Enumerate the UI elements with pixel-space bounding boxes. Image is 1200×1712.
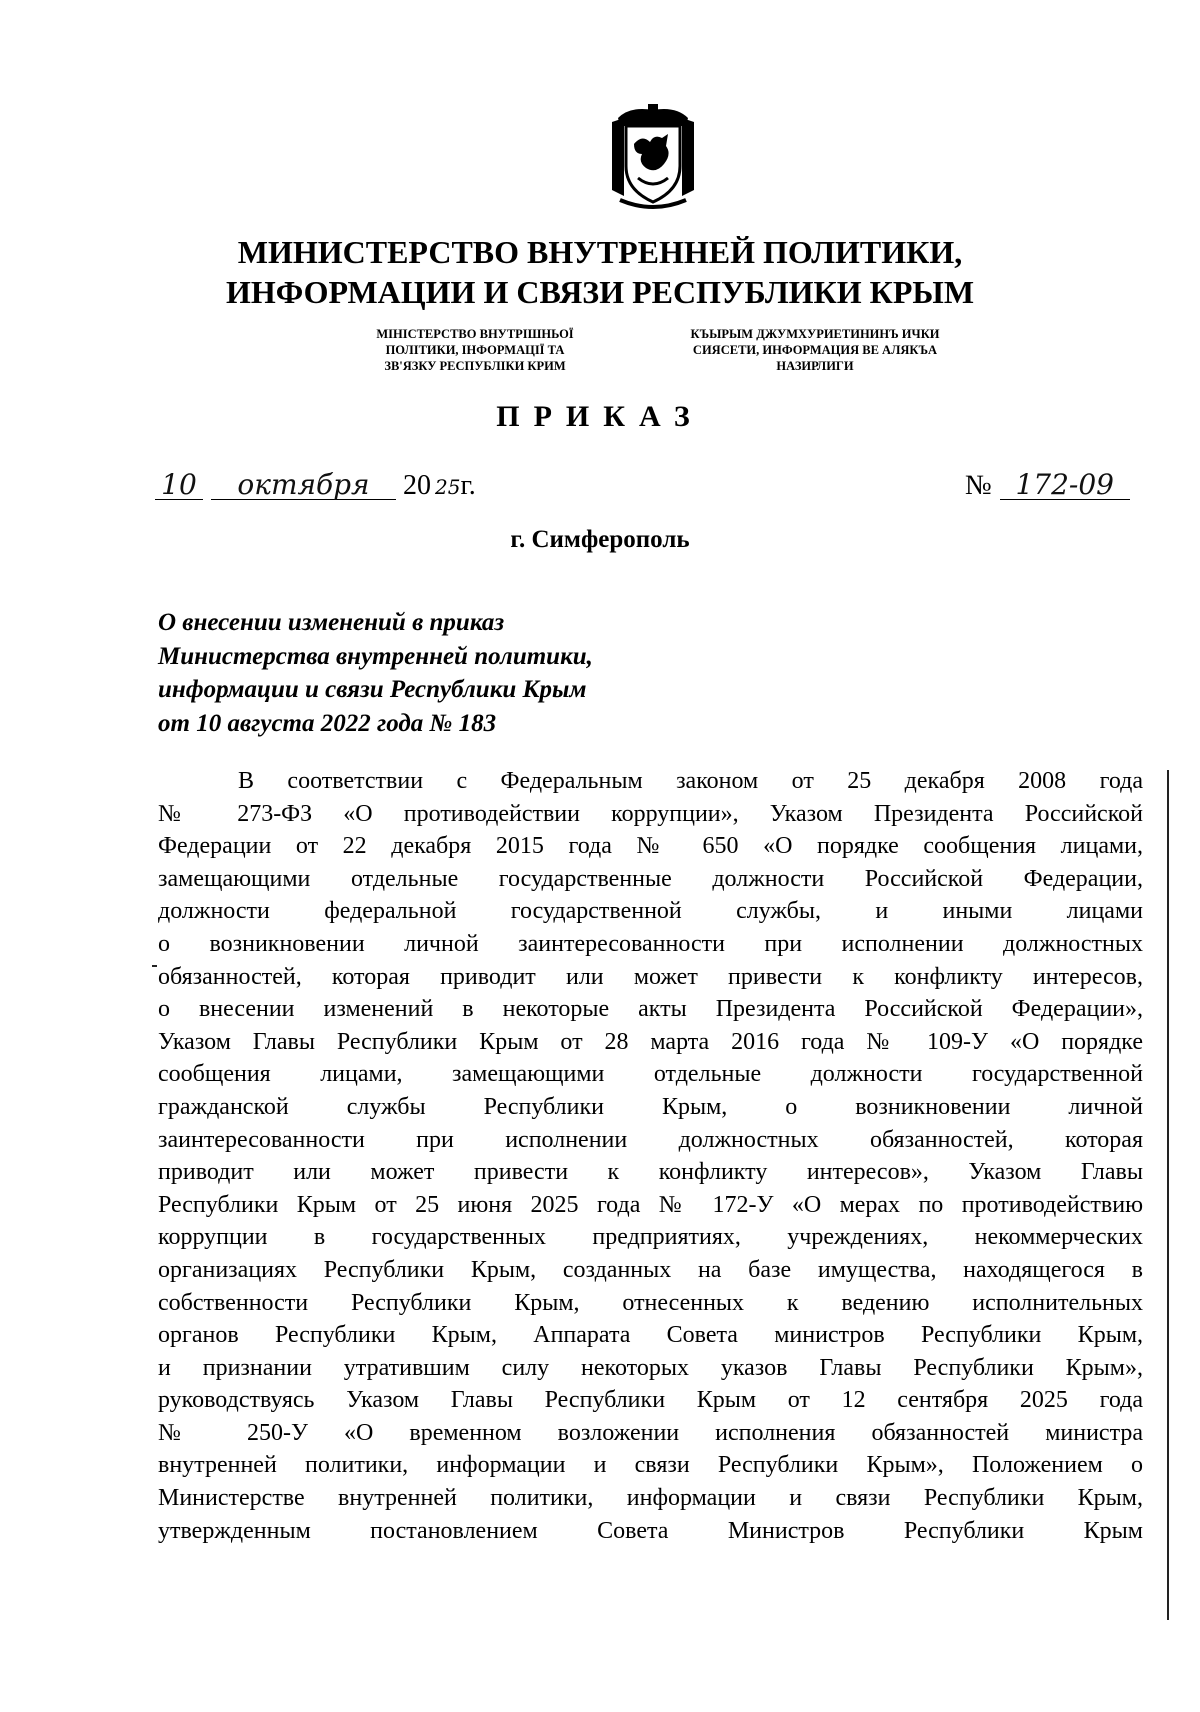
ministry-title [150,232,1050,312]
subject-line: О внесении изменений в приказ [158,609,505,636]
year-prefix: 20 [403,470,431,501]
body-line: Министерстве внутренней политики, информации и связи Республики Крым, [158,1485,1143,1512]
body-line: утвержденным постановлением Совета Министров Республики Крым [158,1517,1143,1544]
ministry-title-line-1: МИНИСТЕРСТВО ВНУТРЕННЕЙ ПОЛИТИКИ, [237,234,963,270]
body-line: обязанностей, которая приводит или может привести к конфликту интересов, [158,963,1143,990]
order-date [155,470,476,502]
body-line: собственности Республики Крым, отнесенных к ведению исполнительных [158,1289,1143,1316]
subject-line: Министерства внутренней политики, [158,642,593,670]
margin-line [1167,770,1169,1620]
body-line: замещающими отдельные государственные должности Российской Федерации, [158,865,1143,892]
body-line: сообщения лицами, замещающими отдельные должности государственной [158,1061,1143,1088]
subject-line: информации и связи Республики Крым [158,676,587,703]
body-line: органов Республики Крым, Аппарата Совета министров Республики Крым, [158,1322,1143,1349]
document-type: ПРИКАЗ [496,400,704,433]
handwritten-month: октября [211,471,396,500]
body-line: приводит или может привести к конфликту интересов», Указом Главы [158,1159,1143,1186]
body-line: № 250-У «О временном возложении исполнения обязанностей министра [158,1419,1143,1446]
subject-line: от 10 августа 2022 года № 183 [158,709,497,737]
body-line: и признании утратившим силу некоторых указов Главы Республики Крым», [158,1354,1143,1381]
order-body [158,765,1143,1547]
order-number [965,470,1130,502]
body-line: В соответствии с Федеральным законом от 25 декабря 2008 года [238,768,1143,794]
crimean-tatar-name-line: НАЗИРЛИГИ [776,359,854,373]
body-line: Федерации от 22 декабря 2015 года № 650 «О порядке сообщения лицами, [158,833,1143,860]
crimea-coat-of-arms-icon [610,104,696,210]
ukrainian-name-line: ЗВ'ЯЗКУ РЕСПУБЛІКИ КРИМ [384,359,566,373]
number-label: № [965,470,992,501]
handwritten-year: 25 [435,475,461,499]
year-suffix: г. [460,470,476,501]
ministry-name-ukrainian [320,326,630,374]
order-subject [158,606,858,740]
body-line: заинтересованности при исполнении должностных обязанностей, которая [158,1126,1143,1153]
body-line: Указом Главы Республики Крым от 28 марта 2016 года № 109-У «О порядке [158,1028,1143,1055]
ministry-title-line-2: ИНФОРМАЦИИ И СВЯЗИ РЕСПУБЛИКИ КРЫМ [225,274,975,310]
body-line: внутренней политики, информации и связи Республики Крым», Положением о [158,1452,1143,1479]
body-line: о возникновении личной заинтересованности при исполнении должностных [158,930,1143,957]
body-line: руководствуясь Указом Главы Республики Крым от 12 сентября 2025 года [158,1387,1143,1414]
crimean-tatar-name-line: СИЯСЕТИ, ИНФОРМАЦИЯ ВЕ АЛЯКЪА [692,343,938,357]
handwritten-day: 10 [155,471,203,500]
body-line: гражданской службы Республики Крым, о возникновении личной [158,1093,1143,1120]
ministry-name-crimean-tatar [650,326,980,374]
ukrainian-name-line: МІНІСТЕРСТВО ВНУТРІШНЬОЇ [376,327,574,341]
ukrainian-name-line: ПОЛІТИКИ, ІНФОРМАЦІЇ ТА [385,343,565,357]
body-line: организациях Республики Крым, созданных на базе имущества, находящегося в [158,1256,1143,1283]
margin-mark [152,965,157,967]
body-line: о внесении изменений в некоторые акты Президента Российской Федерации», [158,996,1143,1023]
body-line: коррупции в государственных предприятиях, учреждениях, некоммерческих [158,1224,1143,1251]
city: г. Симферополь [510,526,690,553]
crimean-tatar-name-line: КЪЫРЫМ ДЖУМХУРИЕТИНИНЪ ИЧКИ [690,327,940,341]
body-line: должности федеральной государственной службы, и иными лицами [158,898,1143,925]
handwritten-number: 172-09 [1000,471,1130,500]
body-line: № 273-ФЗ «О противодействии коррупции», Указом Президента Российской [158,800,1143,827]
body-line: Республики Крым от 25 июня 2025 года № 172-У «О мерах по противодействию [158,1191,1143,1218]
